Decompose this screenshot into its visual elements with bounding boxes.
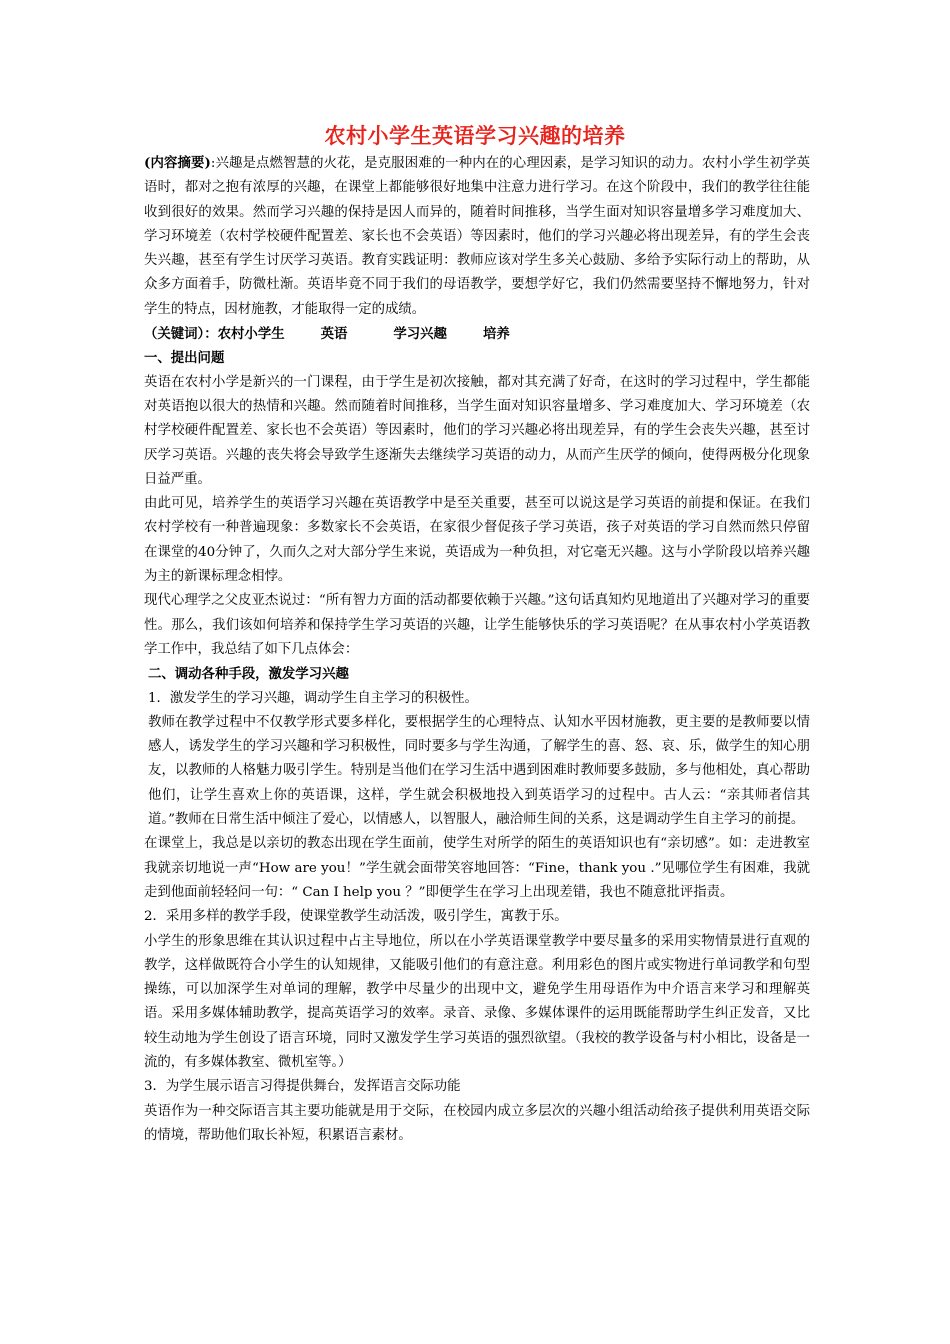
keyword-item: 英语 bbox=[320, 326, 348, 343]
keyword-item: 学习兴趣 bbox=[393, 326, 447, 343]
paragraph: 教师在教学过程中不仅教学形式要多样化，要根据学生的心理特点、认知水平因材施教，更主要的是教师要以情感人，诱发学生的学习兴趣和学习积极性，同时要多与学生沟通，了解学生的喜、怒、哀、乐，做学生的知心朋友，以教师的人格魅力吸引学生。特别是当他们在学习生活中遇到困难时教师要多鼓励，多与他相处，真心帮助他们，让学生喜欢上你的英语课，这样，学生就会积极地投入到英语学习的过程中。古人云：“亲其师者信其道。”教师在日常生活中倾注了爱心，以情感人，以智服人，融洽师生间的关系，这是调动学生自主学习的前提。 bbox=[148, 714, 810, 828]
paragraph: 英语作为一种交际语言其主要功能就是用于交际，在校园内成立多层次的兴趣小组活动给孩子提供利用英语交际的情境，帮助他们取长补短，积累语言素材。 bbox=[144, 1103, 810, 1143]
paragraph: 由此可见，培养学生的英语学习兴趣在英语教学中是至关重要，甚至可以说这是学习英语的前提和保证。在我们农村学校有一种普遍现象：多数家长不会英语，在家很少督促孩子学习英语，孩子对英语的学习自然而然只停留在课堂的40分钟了，久而久之对大部分学生来说，英语成为一种负担，对它毫无兴趣。这与小学阶段以培养兴趣为主的新课标理念相悖。 bbox=[144, 496, 810, 585]
paragraph: 小学生的形象思维在其认识过程中占主导地位，所以在小学英语课堂教学中要尽量多的采用实物情景进行直观的教学，这样做既符合小学生的认知规律，又能吸引他们的有意注意。利用彩色的图片或实物进行单词教学和句型操练，可以加深学生对单词的理解，教学中尽量少的出现中文，避免学生用母语作为中介语言来学习和理解英语。采用多媒体辅助教学，提高英语学习的效率。录音、录像、多媒体课件的运用既能帮助学生纠正发音，又比较生动地为学生创设了语言环境，同时又激发学生学习英语的强烈欲望。（我校的教学设备与村小相比，设备是一流的，有多媒体教室、微机室等。） bbox=[144, 933, 810, 1070]
keywords-line bbox=[144, 322, 810, 346]
section-heading: 二、调动各种手段，激发学习兴趣 bbox=[148, 666, 349, 683]
abstract-label: (内容摘要) bbox=[144, 155, 211, 171]
paragraph: 现代心理学之父皮亚杰说过：“所有智力方面的活动都要依赖于兴趣。”这句话真知灼见地道出了兴趣对学习的重要性。那么，我们该如何培养和保持学生学习英语的兴趣，让学生能够快乐的学习英语呢？在从事农村小学英语教学工作中，我总结了如下几点体会： bbox=[144, 593, 810, 657]
subsection-title: 2．采用多样的教学手段，使课堂教学生动活泼，吸引学生，寓教于乐。 bbox=[144, 909, 568, 925]
subsection-title: 1．激发学生的学习兴趣，调动学生自主学习的积极性。 bbox=[148, 690, 478, 706]
abstract-paragraph bbox=[144, 151, 810, 322]
paragraph: 英语在农村小学是新兴的一门课程，由于学生是初次接触，都对其充满了好奇，在这时的学习过程中，学生都能对英语抱以很大的热情和兴趣。然而随着时间推移，当学生面对知识容量增多、学习难度加大、学习环境差（农村学校硬件配置差、家长也不会英语）等因素时，他们的学习兴趣必将出现差异，有的学生会丧失兴趣，甚至讨厌学习英语。兴趣的丧失将会导致学生逐渐失去继续学习英语的动力，从而产生厌学的倾向，使得两极分化现象日益严重。 bbox=[144, 374, 810, 487]
paragraph: 在课堂上，我总是以亲切的教态出现在学生面前，使学生对所学的陌生的英语知识也有“亲切感”。如：走进教室我就亲切地说一声“How are you！”学生就会面带笑容地回答：“Fine，thank you .”见哪位学生有困难，我就走到他面前轻轻问一句：“ Can I help you ？”即便学生在学习上出现差错，我也不随意批评指责。 bbox=[144, 836, 810, 900]
subsection-title: 3．为学生展示语言习得提供舞台，发挥语言交际功能 bbox=[144, 1079, 461, 1095]
keyword-item: 农村小学生 bbox=[217, 326, 285, 343]
section-heading: 一、提出问题 bbox=[144, 350, 225, 367]
keywords-label: （关键词）： bbox=[144, 326, 218, 343]
keyword-item: 培养 bbox=[482, 326, 510, 343]
abstract-text: :兴趣是点燃智慧的火花，是克服困难的一种内在的心理因素，是学习知识的动力。农村小学生初学英语时，都对之抱有浓厚的兴趣，在课堂上都能够很好地集中注意力进行学习。在这个阶段中，我们的教学往往能收到很好的效果。然而学习兴趣的保持是因人而异的，随着时间推移，当学生面对知识容量增多学习难度加大、学习环境差（农村学校硬件配置差、家长也不会英语）等因素时，他们的学习兴趣必将出现差异，有的学生会丧失兴趣，甚至有学生讨厌学习英语。教育实践证明：教师应该对学生多关心鼓励、多给予实际行动上的帮助，从众多方面着手，防微杜渐。英语毕竟不同于我们的母语教学，要想学好它，我们仍然需要坚持不懈地努力，针对学生的特点，因材施教，才能取得一定的成绩。 bbox=[144, 156, 810, 317]
document-title: 农村小学生英语学习兴趣的培养 bbox=[324, 124, 626, 148]
document-body bbox=[144, 151, 810, 1148]
